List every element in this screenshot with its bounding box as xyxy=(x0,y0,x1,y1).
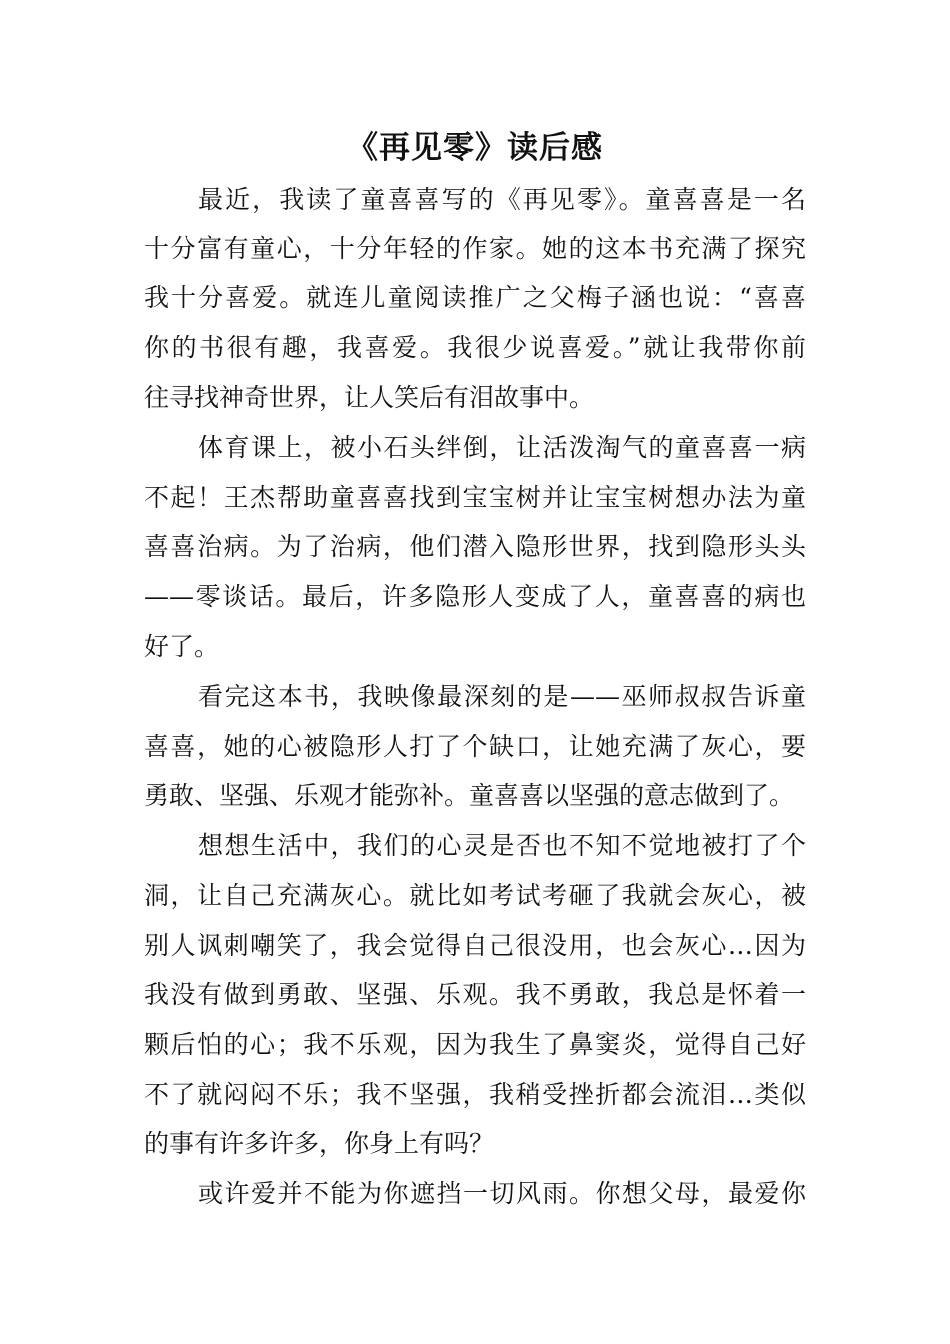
paragraph-2-line-5: 好了。 xyxy=(144,632,220,661)
paragraph-4-line-2: 洞，让自己充满灰心。就比如考试考砸了我就会灰心，被 xyxy=(144,881,806,910)
paragraph-3-line-2: 喜喜，她的心被隐形人打了个缺口，让她充满了灰心，要 xyxy=(144,732,806,761)
paragraph-4-line-1: 想想生活中，我们的心灵是否也不知不觉地被打了个 xyxy=(198,831,806,860)
paragraph-4-line-7: 的事有许多许多，你身上有吗？ xyxy=(144,1129,495,1158)
paragraph-3-line-3: 勇敢、坚强、乐观才能弥补。童喜喜以坚强的意志做到了。 xyxy=(144,781,795,810)
paragraph-2-line-4: ——零谈话。最后，许多隐形人变成了人，童喜喜的病也 xyxy=(144,582,806,611)
paragraph-4-line-3: 别人讽刺嘲笑了，我会觉得自己很没用，也会灰心…因为 xyxy=(144,931,806,960)
paragraph-4-line-4: 我没有做到勇敢、坚强、乐观。我不勇敢，我总是怀着一 xyxy=(144,980,806,1009)
paragraph-1-line-1: 最近，我读了童喜喜写的《再见零》。童喜喜是一名 xyxy=(198,185,806,214)
paragraph-3-line-1: 看完这本书，我映像最深刻的是——巫师叔叔告诉童 xyxy=(198,682,806,711)
paragraph-1-line-4: 你的书很有趣，我喜爱。我很少说喜爱。”就让我带你前 xyxy=(144,333,806,362)
paragraph-1-line-5: 往寻找神奇世界，让人笑后有泪故事中。 xyxy=(144,383,595,412)
paragraph-2-line-3: 喜喜治病。为了治病，他们潜入隐形世界，找到隐形头头 xyxy=(144,532,806,561)
paragraph-1-line-3: 我十分喜爱。就连儿童阅读推广之父梅子涵也说：“喜喜 xyxy=(144,283,806,312)
document-title: 《再见零》读后感 xyxy=(347,130,603,166)
paragraph-1-line-2: 十分富有童心，十分年轻的作家。她的这本书充满了探究 xyxy=(144,234,806,263)
paragraph-4-line-6: 不了就闷闷不乐；我不坚强，我稍受挫折都会流泪…类似 xyxy=(144,1080,806,1109)
paragraph-5-line-1: 或许爱并不能为你遮挡一切风雨。你想父母，最爱你 xyxy=(198,1179,806,1208)
paragraph-4-line-5: 颗后怕的心；我不乐观，因为我生了鼻窦炎，觉得自己好 xyxy=(144,1030,806,1059)
paragraph-2-line-1: 体育课上，被小石头绊倒，让活泼淘气的童喜喜一病 xyxy=(198,433,806,462)
paragraph-2-line-2: 不起！王杰帮助童喜喜找到宝宝树并让宝宝树想办法为童 xyxy=(144,483,806,512)
